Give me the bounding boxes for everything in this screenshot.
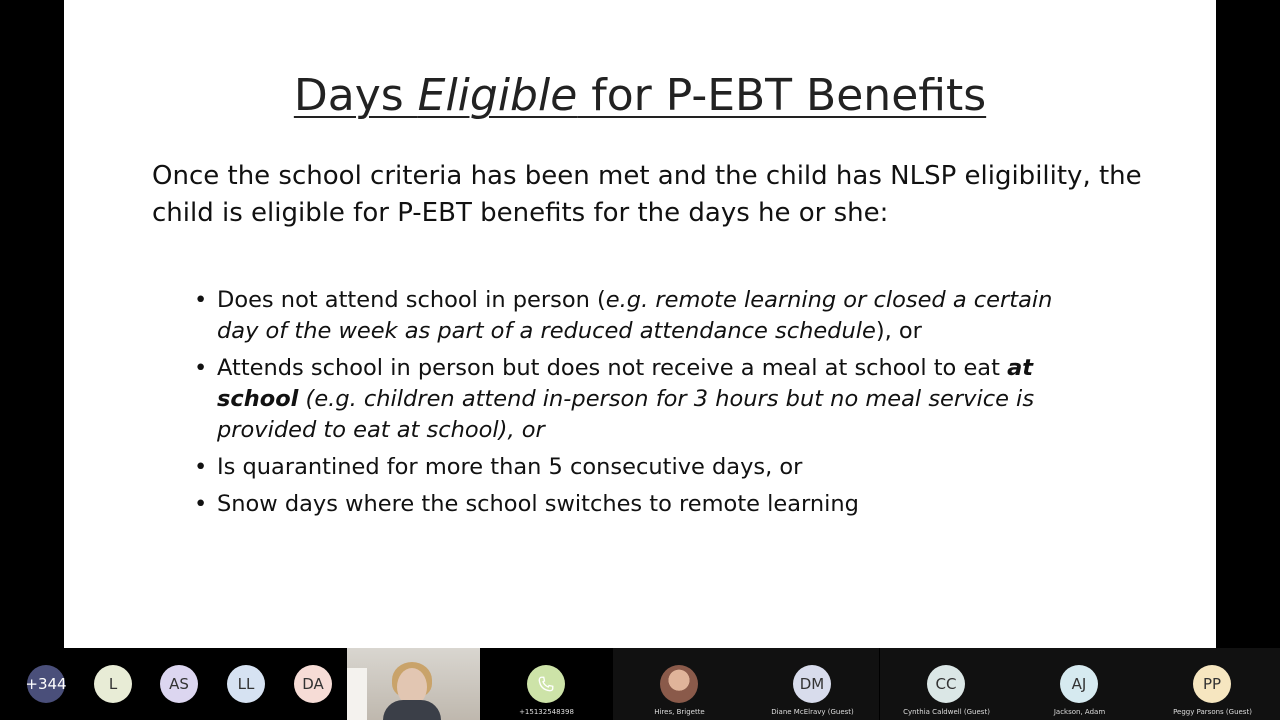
participant-avatar[interactable]: DA (294, 665, 332, 703)
participant-avatar: PP (1193, 665, 1231, 703)
participant-name: Diane McElravy (Guest) (771, 708, 854, 716)
background-window (347, 668, 367, 720)
slide-intro-text: Once the school criteria has been met and the child has NLSP eligibility, the child is eligible for P-EBT benefits for the days he or she: (152, 161, 1142, 228)
participant-tile[interactable] (746, 648, 879, 720)
participant-name: Hires, Brigette (654, 708, 705, 716)
bullet-item: • Attends school in person but does not receive a meal at school to eat at school (e.g. children attend in-person for 3 hours but no meal service is provided to eat at school), or (194, 355, 1035, 443)
bullet-item: • Snow days where the school switches to remote learning (194, 489, 1094, 520)
slide-title: Days Eligible for P-EBT Benefits (293, 70, 987, 121)
bullet-list (194, 285, 1094, 526)
participant-tile[interactable] (480, 648, 613, 720)
bullet-item: • Does not attend school in person (e.g. remote learning or closed a certain day of the week as part of a reduced attendance schedule), or (194, 287, 1053, 344)
speaker-body (383, 700, 441, 720)
participant-name: +15132548398 (519, 708, 574, 716)
participant-tile[interactable] (1146, 648, 1280, 720)
participant-tile[interactable] (880, 648, 1013, 720)
participant-tile[interactable] (1013, 648, 1146, 720)
bullet-item: • Is quarantined for more than 5 consecutive days, or (194, 452, 1094, 483)
bullet-dot: • (194, 454, 208, 480)
participant-avatar[interactable]: L (94, 665, 132, 703)
participant-avatar[interactable]: +344 (27, 665, 65, 703)
participant-name: Peggy Parsons (Guest) (1173, 708, 1252, 716)
participant-strip (0, 648, 1280, 720)
participant-avatar[interactable]: LL (227, 665, 265, 703)
participant-tile[interactable] (613, 648, 746, 720)
bullet-dot: • (194, 287, 208, 313)
speaker-video-tile[interactable] (347, 648, 480, 720)
bullet-dot: • (194, 491, 208, 517)
bullet-dot: • (194, 355, 208, 381)
participant-avatar: DM (793, 665, 831, 703)
photo-avatar (660, 665, 698, 703)
participant-name: Cynthia Caldwell (Guest) (903, 708, 990, 716)
participant-avatar: AJ (1060, 665, 1098, 703)
participant-avatar: CC (927, 665, 965, 703)
presentation-slide (64, 0, 1216, 648)
participant-avatar[interactable]: AS (160, 665, 198, 703)
participant-name: Jackson, Adam (1053, 708, 1106, 716)
phone-icon (527, 665, 565, 703)
